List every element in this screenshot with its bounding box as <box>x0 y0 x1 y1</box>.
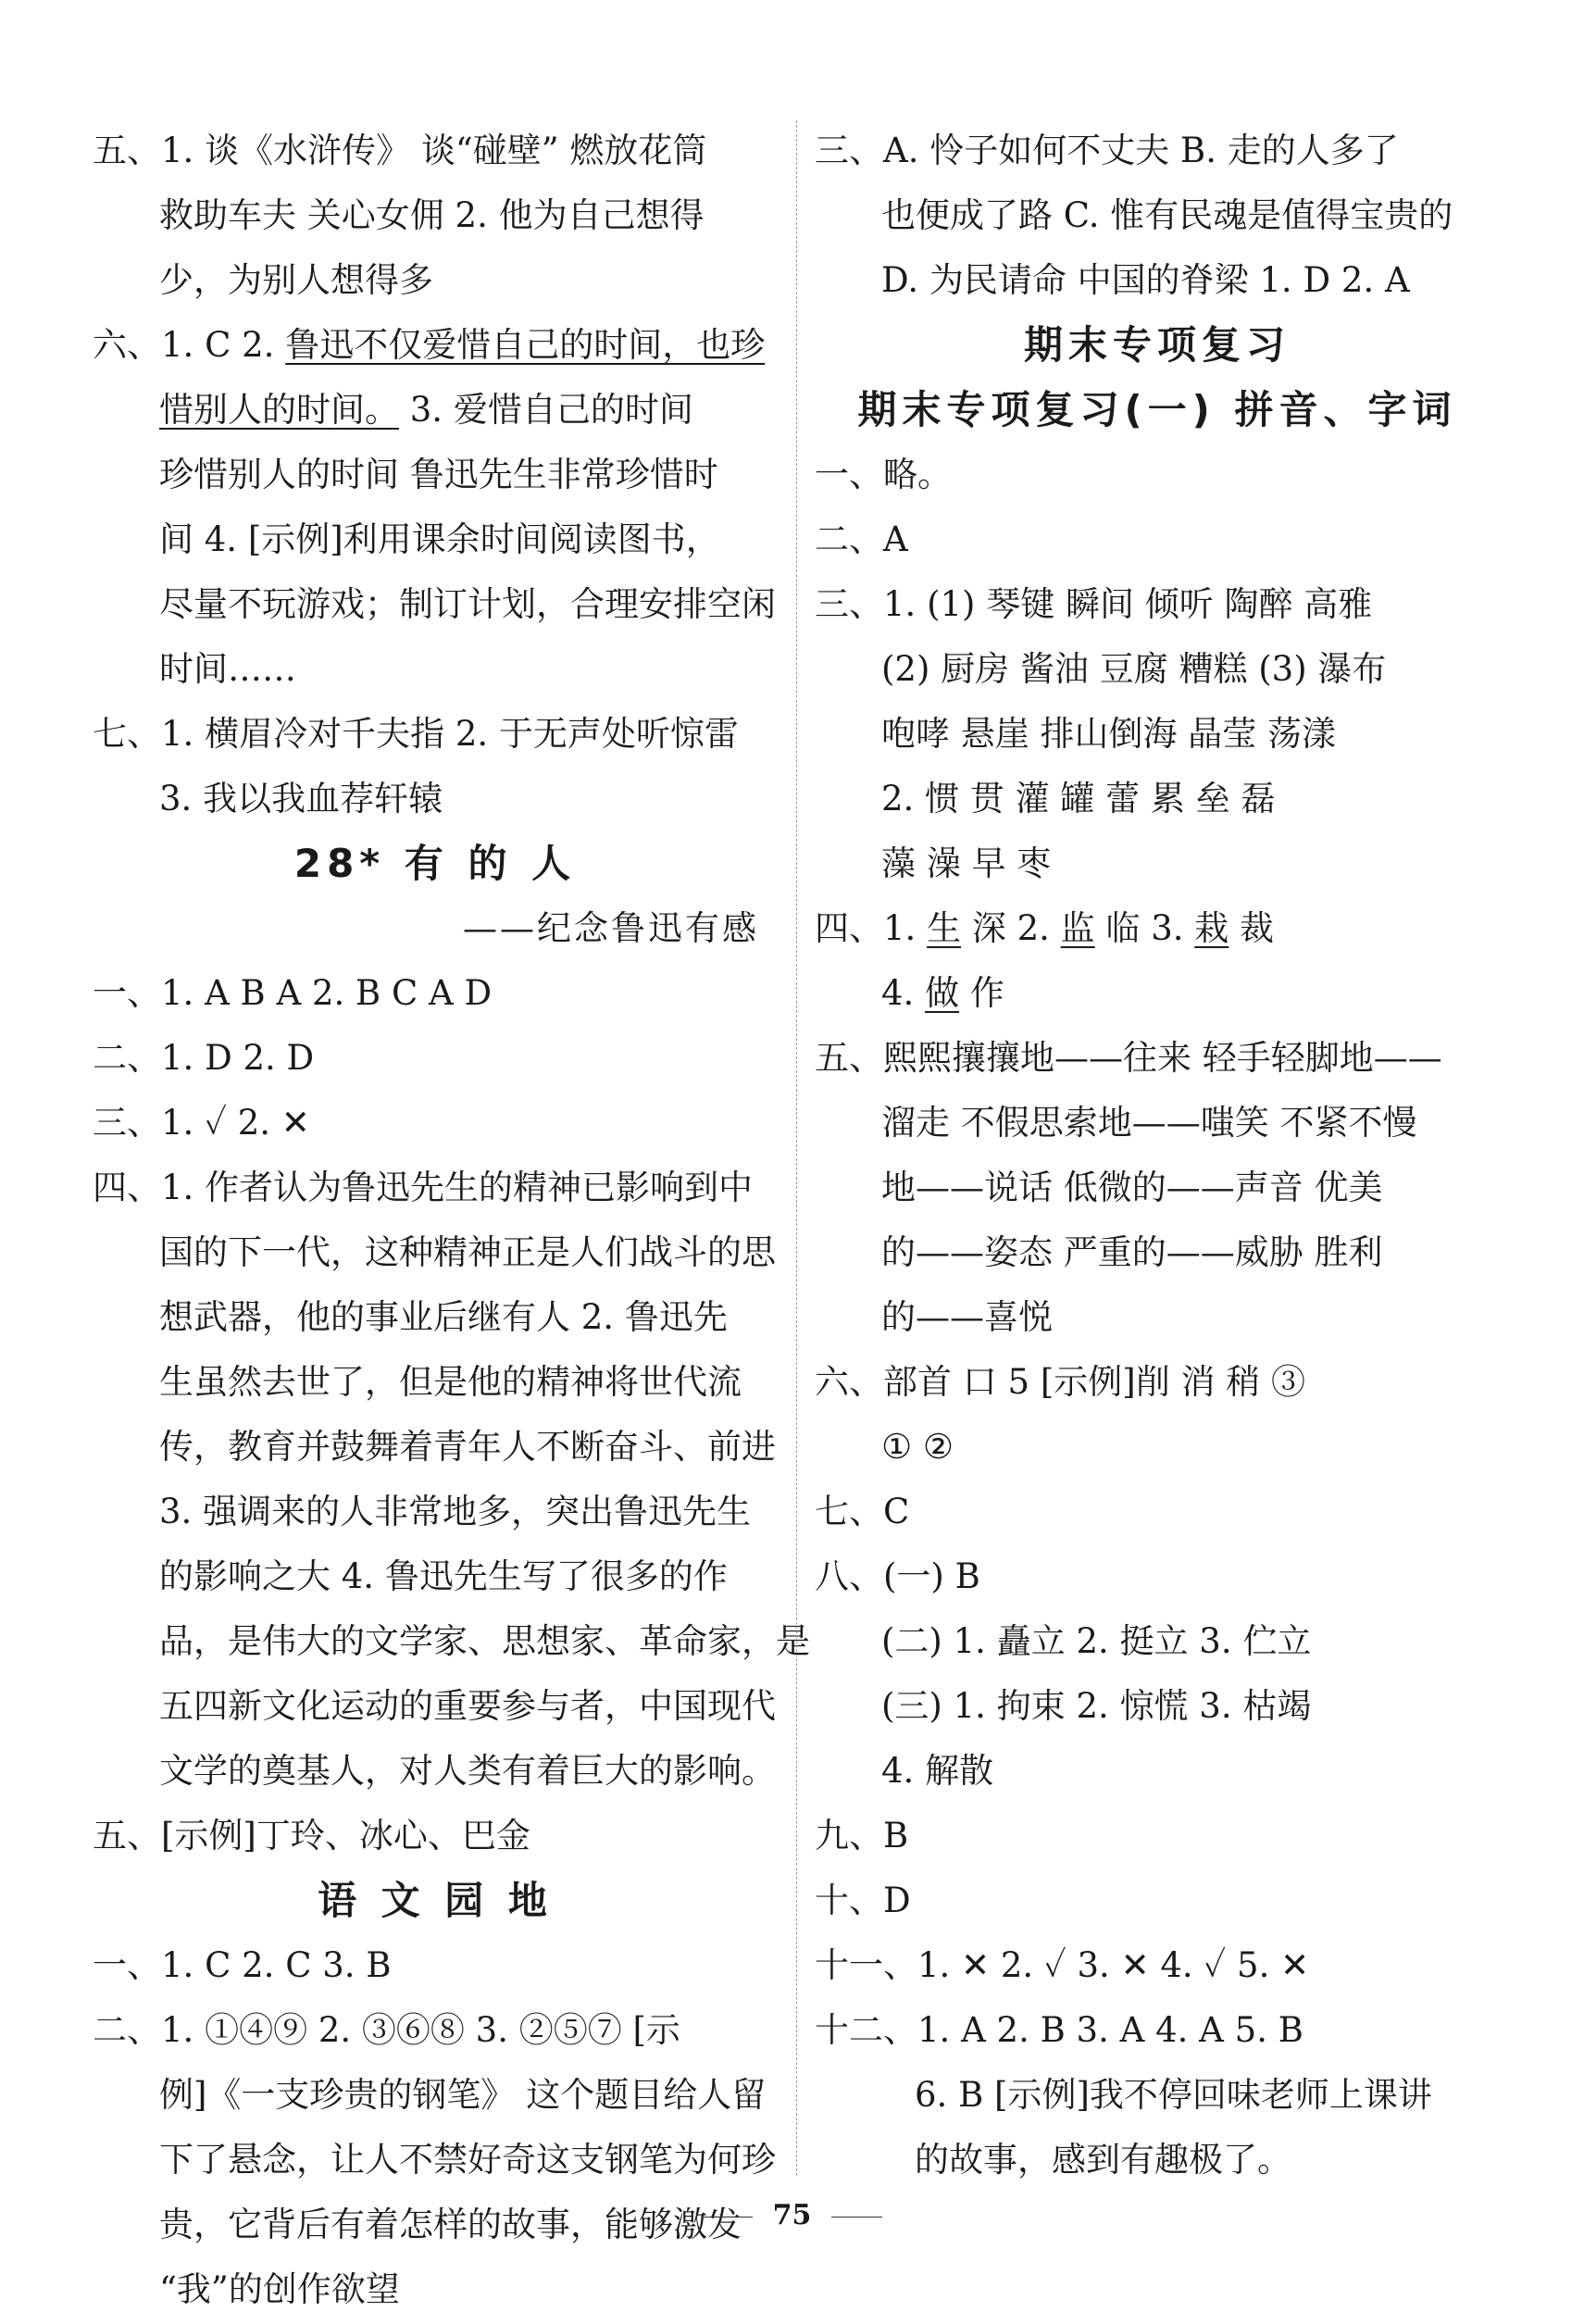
line-text: 六、1. C 2. <box>93 325 286 365</box>
line-text: 二、A <box>815 519 908 559</box>
line-text: 七、1. 横眉冷对千夫指 2. 于无声处听惊雷 <box>93 714 739 754</box>
answer-line <box>815 961 1500 1026</box>
answer-line <box>93 767 778 831</box>
line-text: 28* 有 的 人 <box>293 841 577 886</box>
answer-line <box>815 767 1500 831</box>
line-text: 三、1. (1) 琴键 瞬间 倾听 陶醉 高雅 <box>815 584 1373 624</box>
answer-line <box>93 637 778 702</box>
underlined-text: 监 <box>1060 908 1095 948</box>
answer-line <box>93 1933 778 1998</box>
line-text: 4. 解散 <box>881 1751 994 1791</box>
answer-line <box>93 183 778 248</box>
line-text: 间 4. [示例]利用课余时间阅读图书， <box>159 519 720 559</box>
answer-line <box>815 831 1500 896</box>
line-text: 五、[示例]丁玲、冰心、巴金 <box>93 1816 530 1855</box>
answer-line <box>815 1480 1500 1544</box>
line-text: 2. 惯 贯 灌 罐 蕾 累 垒 磊 <box>881 779 1276 818</box>
line-text: 二、1. ①④⑨ 2. ③⑥⑧ 3. ②⑤⑦ [示 <box>93 2010 680 2050</box>
answer-line <box>93 961 778 1026</box>
line-text: “我”的创作欲望 <box>159 2269 400 2309</box>
footer-dash-left <box>702 2217 753 2218</box>
answer-line <box>93 2257 778 2322</box>
right-column <box>815 119 1500 2193</box>
line-text: 裁 <box>1229 908 1275 948</box>
line-text: 下了悬念，让人不禁好奇这支钢笔为何珍 <box>159 2140 776 2180</box>
line-text: 珍惜别人的时间 鲁迅先生非常珍惜时 <box>159 455 718 494</box>
line-text: 深 2. <box>961 908 1061 948</box>
answer-line <box>93 1091 778 1156</box>
section-title <box>815 378 1500 443</box>
line-text: 救助车夫 关心女佣 2. 他为自己想得 <box>159 195 705 235</box>
section-title <box>815 313 1500 378</box>
line-text: 的影响之大 4. 鲁迅先生写了很多的作 <box>159 1556 728 1596</box>
answer-line <box>93 313 778 378</box>
answer-line <box>815 1544 1500 1609</box>
line-text: 临 3. <box>1094 908 1195 948</box>
line-text: 期末专项复习(一) 拼音、字词 <box>857 387 1457 432</box>
line-text: 八、(一) B <box>815 1556 980 1596</box>
answer-line <box>93 378 778 443</box>
answer-line <box>815 119 1500 183</box>
line-text: 咆哮 悬崖 排山倒海 晶莹 荡漾 <box>881 714 1337 754</box>
answer-line <box>815 248 1500 313</box>
answer-line <box>93 1156 778 1220</box>
underlined-text: 做 <box>925 973 960 1013</box>
line-text: 溜走 不假思索地——嗤笑 不紧不慢 <box>881 1103 1417 1143</box>
line-text: 少，为别人想得多 <box>159 260 433 300</box>
line-text: 语 文 园 地 <box>318 1878 553 1923</box>
answer-line <box>815 1415 1500 1480</box>
answer-line <box>815 1674 1500 1739</box>
line-text: 十、D <box>815 1880 911 1920</box>
answer-line <box>93 1480 778 1544</box>
line-text: 也便成了路 C. 惟有民魂是值得宝贵的 <box>881 195 1453 235</box>
answer-line <box>815 1156 1500 1220</box>
line-text: 的——喜悦 <box>881 1297 1053 1337</box>
line-text: 国的下一代，这种精神正是人们战斗的思 <box>159 1232 776 1272</box>
answer-line <box>93 119 778 183</box>
answer-line <box>815 702 1500 767</box>
section-title <box>93 831 778 896</box>
answer-line <box>93 1674 778 1739</box>
answer-line <box>93 572 778 637</box>
section-title <box>93 1868 778 1933</box>
line-text: 想武器，他的事业后继有人 2. 鲁迅先 <box>159 1297 728 1337</box>
line-text: ① ② <box>881 1427 954 1467</box>
line-text: 一、1. C 2. C 3. B <box>93 1945 392 1985</box>
answer-line <box>93 1026 778 1091</box>
line-text: 地——说话 低微的——声音 优美 <box>881 1168 1383 1207</box>
answer-line <box>93 1609 810 1674</box>
line-text: 的故事，感到有趣极了。 <box>915 2140 1291 2180</box>
line-text: 九、B <box>815 1816 909 1855</box>
line-text: 三、A. 怜子如何不丈夫 B. 走的人多了 <box>815 131 1399 170</box>
line-text: ——纪念鲁迅有感 <box>463 908 759 948</box>
answer-line <box>93 1415 778 1480</box>
answer-line <box>93 2128 778 2193</box>
line-text: 4. <box>881 973 926 1013</box>
answer-line <box>815 183 1500 248</box>
underlined-text: 生 <box>927 908 962 948</box>
underlined-text: 鲁迅不仅爱惜自己的时间，也珍 <box>285 325 766 365</box>
line-text: 3. 强调来的人非常地多，突出鲁迅先生 <box>159 1492 752 1531</box>
answer-line <box>815 1933 1500 1998</box>
line-text: 三、1. ✓ 2. ✕ <box>93 1103 310 1143</box>
line-text: 时间…… <box>159 649 296 689</box>
line-text: 五四新文化运动的重要参与者，中国现代 <box>159 1686 776 1726</box>
answer-line <box>815 896 1500 961</box>
line-text: 6. B [示例]我不停回味老师上课讲 <box>915 2075 1432 2115</box>
answer-line <box>815 1868 1500 1933</box>
line-text: 尽量不玩游戏；制订计划，合理安排空闲 <box>159 584 776 624</box>
answer-line <box>815 1285 1500 1350</box>
line-text: (二) 1. 矗立 2. 挺立 3. 伫立 <box>881 1621 1312 1661</box>
answer-line <box>815 1609 1500 1674</box>
answer-line <box>815 1998 1500 2063</box>
answer-line <box>93 2063 778 2128</box>
answer-line <box>815 507 1500 572</box>
answer-line <box>93 1285 778 1350</box>
line-text: 3. 我以我血荐轩辕 <box>159 779 443 818</box>
line-text: 四、1. 作者认为鲁迅先生的精神已影响到中 <box>93 1168 754 1207</box>
line-text: 生虽然去世了，但是他的精神将世代流 <box>159 1362 742 1402</box>
answer-line <box>93 1220 778 1285</box>
footer-dash-right <box>831 2217 882 2218</box>
answer-line <box>815 572 1500 637</box>
column-divider <box>796 120 797 2176</box>
answer-line <box>93 248 778 313</box>
answer-line <box>815 1220 1500 1285</box>
line-text: 传，教育并鼓舞着青年人不断奋斗、前进 <box>159 1427 776 1467</box>
line-text: (三) 1. 拘束 2. 惊慌 3. 枯竭 <box>881 1686 1312 1726</box>
line-text: 文学的奠基人，对人类有着巨大的影响。 <box>159 1751 776 1791</box>
line-text: 十一、1. ✕ 2. ✓ 3. ✕ 4. ✓ 5. ✕ <box>815 1945 1310 1985</box>
answer-line <box>815 443 1500 507</box>
line-text: 十二、1. A 2. B 3. A 4. A 5. B <box>815 2010 1303 2050</box>
line-text: 例]《一支珍贵的钢笔》 这个题目给人留 <box>159 2075 767 2115</box>
answer-line <box>93 1544 778 1609</box>
answer-line <box>93 507 778 572</box>
line-text: 的——姿态 严重的——威胁 胜利 <box>881 1232 1383 1272</box>
line-text: 贵，它背后有着怎样的故事，能够激发 <box>159 2205 742 2244</box>
answer-line <box>93 1350 778 1415</box>
line-text: 五、1. 谈《水浒传》 谈“碰壁” 燃放花筒 <box>93 131 707 170</box>
answer-line <box>93 443 778 507</box>
underlined-text: 栽 <box>1194 908 1229 948</box>
line-text: 二、1. D 2. D <box>93 1038 315 1078</box>
answer-line <box>93 1804 778 1868</box>
line-text: 3. 爱惜自己的时间 <box>399 390 693 430</box>
answer-line <box>93 702 778 767</box>
line-text: 品，是伟大的文学家、思想家、革命家，是 <box>159 1621 810 1661</box>
line-text: 六、部首 口 5 [示例]削 消 稍 ③ <box>815 1362 1305 1402</box>
line-text: 期末专项复习 <box>1023 322 1291 368</box>
underlined-text: 惜别人的时间。 <box>159 390 399 430</box>
answer-line <box>815 637 1500 702</box>
answer-line <box>815 1739 1500 1804</box>
page-number: 75 <box>772 2199 812 2231</box>
answer-line <box>815 1091 1500 1156</box>
line-text: 藻 澡 早 枣 <box>881 843 1052 883</box>
answer-line <box>815 1804 1500 1868</box>
line-text: 四、1. <box>815 908 928 948</box>
line-text: 作 <box>959 973 1004 1013</box>
line-text: 一、1. A B A 2. B C A D <box>93 973 493 1013</box>
line-text: D. 为民请命 中国的脊梁 1. D 2. A <box>881 260 1410 300</box>
answer-line <box>815 2063 1500 2128</box>
line-text: 一、略。 <box>815 455 952 494</box>
page-number-footer <box>0 2199 1584 2231</box>
answer-line <box>815 2128 1500 2193</box>
line-text: 五、熙熙攘攘地——往来 轻手轻脚地—— <box>815 1038 1442 1078</box>
answer-line <box>93 1998 778 2063</box>
answer-line <box>815 1026 1500 1091</box>
line-text: 七、C <box>815 1492 910 1531</box>
line-text: (2) 厨房 酱油 豆腐 糟糕 (3) 瀑布 <box>881 649 1387 689</box>
answer-line <box>815 1350 1500 1415</box>
answer-line <box>93 1739 778 1804</box>
section-subtitle <box>93 896 778 961</box>
